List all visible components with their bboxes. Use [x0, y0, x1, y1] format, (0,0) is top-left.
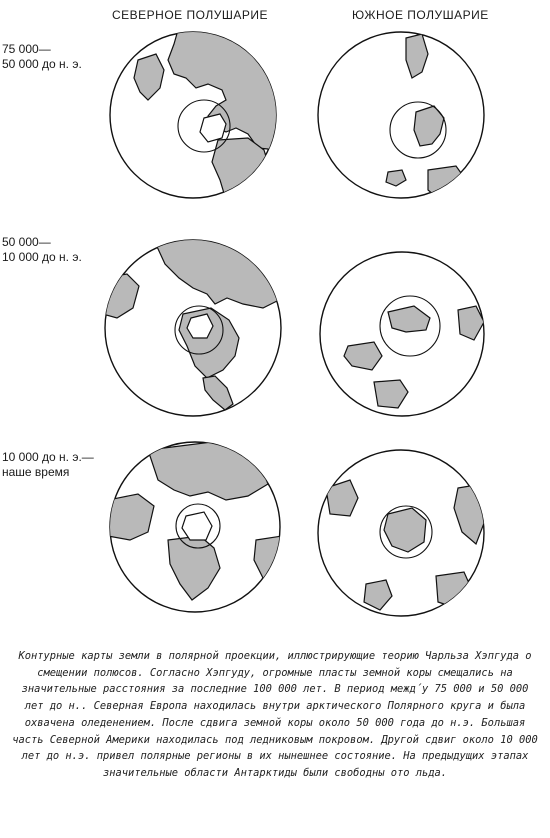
map-north-75000-50000	[108, 30, 278, 200]
map-south-10000-present	[316, 448, 486, 618]
map-north-50000-10000	[103, 238, 283, 418]
landmass-africa	[436, 572, 472, 608]
map-south-50000-10000	[318, 250, 486, 418]
era-label-3	[2, 450, 94, 480]
era-label-2-line1: 50 000—	[2, 235, 51, 249]
figure-caption: Контурные карты земли в полярной проекции, иллюстрирующие теорию Чарльза Хэпгуда о смещении полюсов. Согласно Хэпгуду, огромные пласты земной коры смещались на значительные расстояния за последние 100 000 лет. В период межд́у 75 000 и 50 000 лет до н.. Северная Европа находилась внутри арктического Полярного круга и была охвачена оледенением. После сдвига земной коры около 50 000 года до н.э. Большая часть Северной Америки находилась под ледниковым покровом. Другой сдвиг около 10 000 лет до н.э. привел полярные регионы в их нынешнее состояние. На предыдущих этапах значительные области Антарктиды были свободны ото льда.	[12, 650, 538, 779]
header-southern-hemisphere: ЮЖНОЕ ПОЛУШАРИЕ	[352, 8, 489, 22]
ice-island	[200, 114, 226, 142]
map-north-10000-present	[108, 440, 282, 614]
era-label-3-line1: 10 000 до н. э.—	[2, 450, 94, 464]
era-label-2-line2: 10 000 до н. э.	[2, 250, 82, 264]
era-label-1	[2, 42, 82, 72]
era-label-2	[2, 235, 82, 265]
landmass-africa	[428, 166, 466, 200]
era-label-3-line2: наше время	[2, 465, 70, 479]
era-label-1-line1: 75 000—	[2, 42, 51, 56]
era-label-1-line2: 50 000 до н. э.	[2, 57, 82, 71]
header-northern-hemisphere: СЕВЕРНОЕ ПОЛУШАРИЕ	[112, 8, 268, 22]
greenland-ice	[187, 314, 213, 338]
map-south-75000-50000	[316, 30, 486, 200]
